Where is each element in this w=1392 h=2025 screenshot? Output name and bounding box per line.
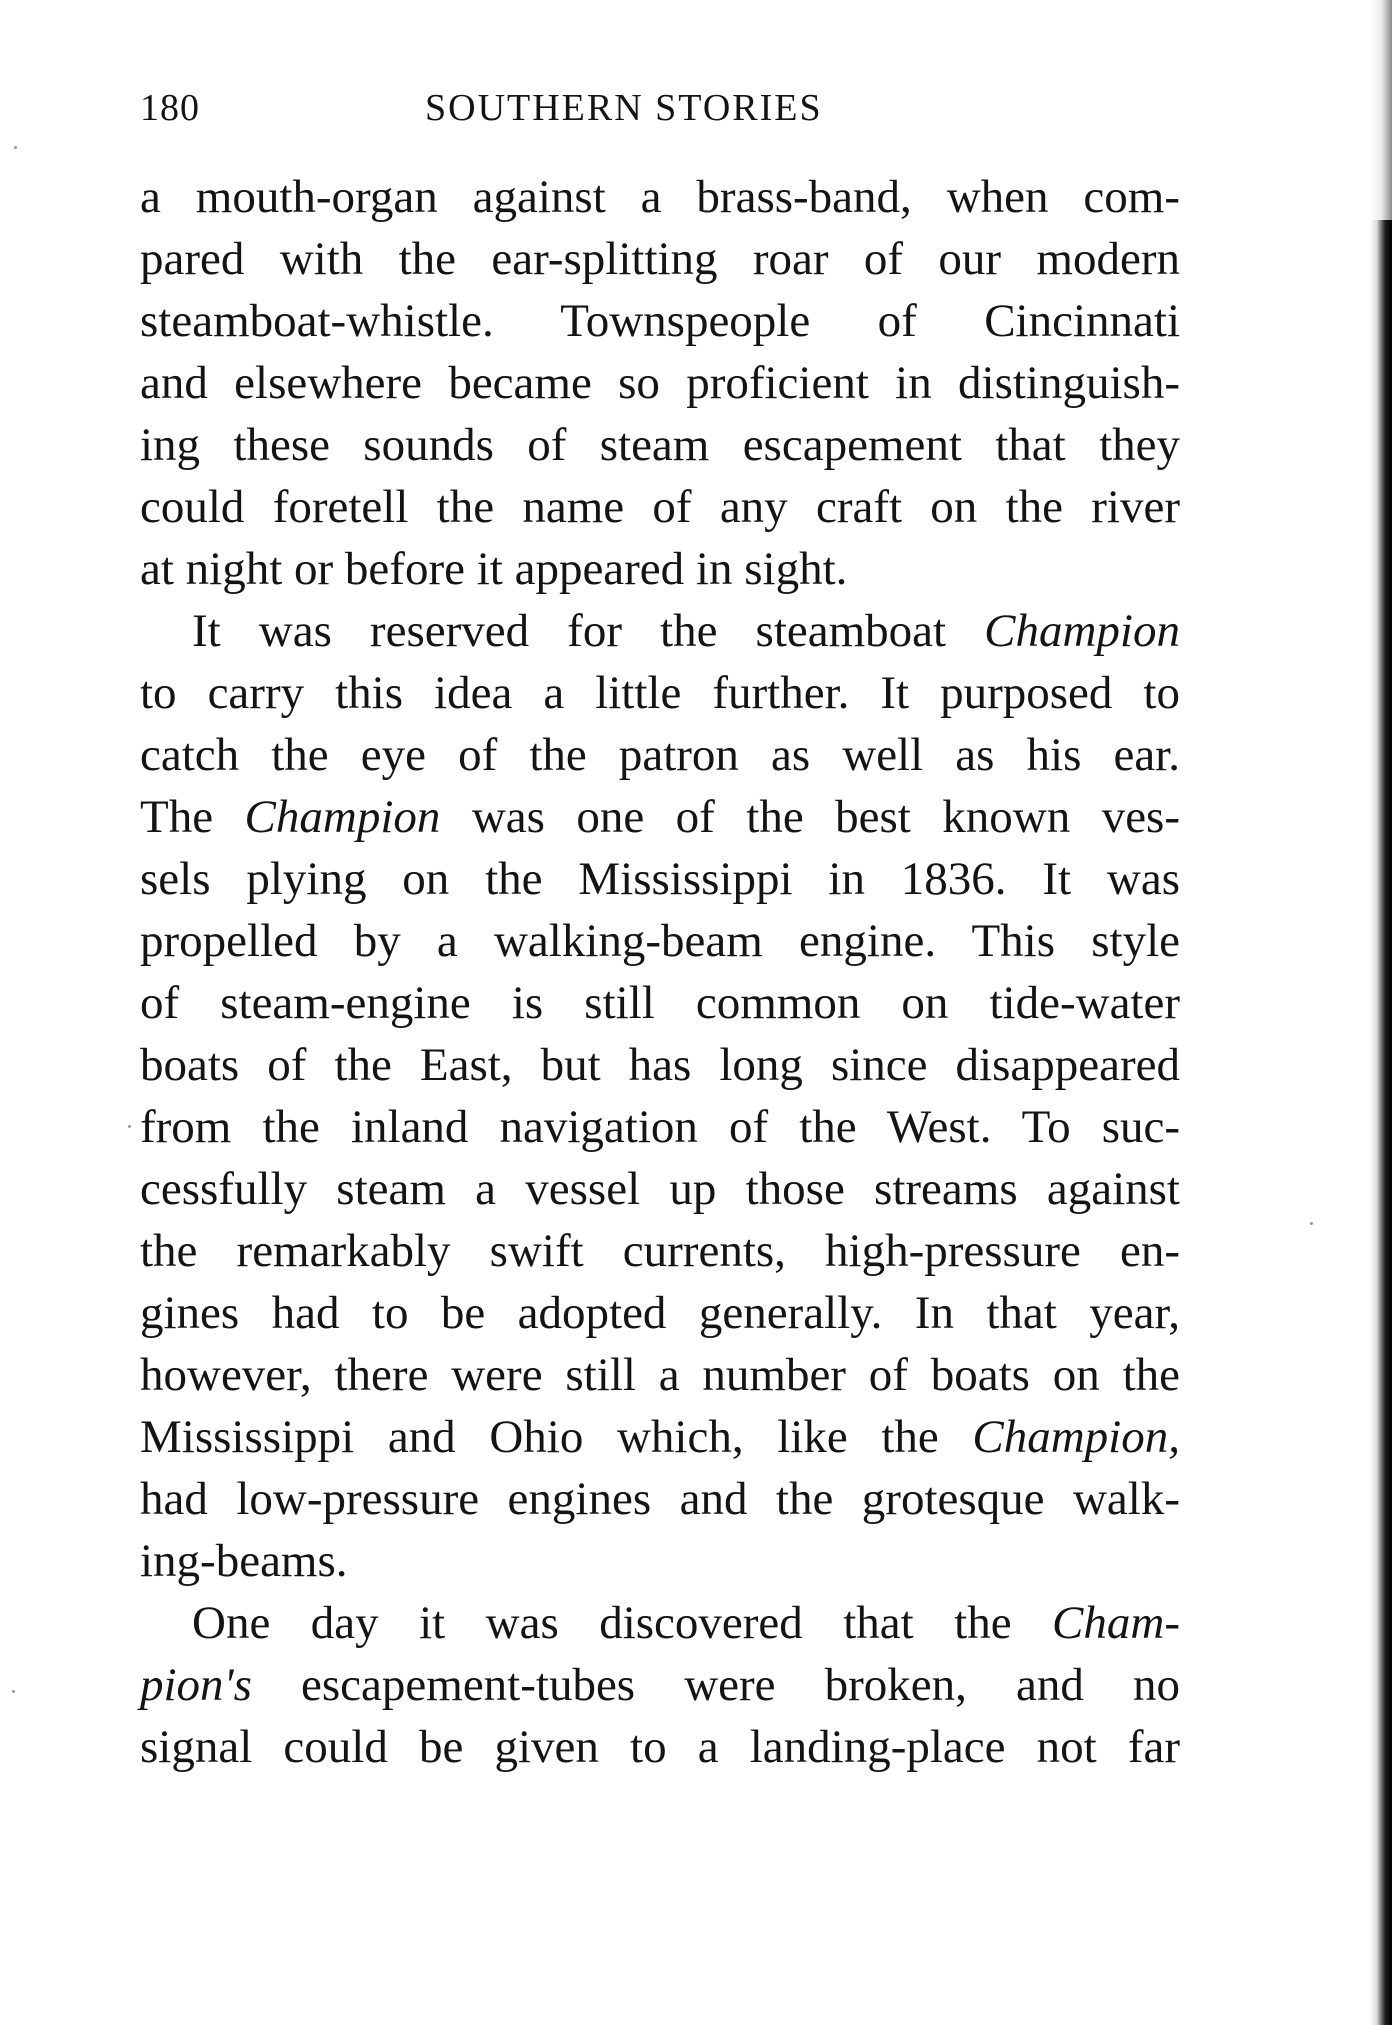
text-line: ing-beams. (140, 1535, 348, 1587)
text-line (140, 1406, 1180, 1468)
text-line (140, 600, 1180, 662)
ship-name-italic: Champion, (972, 1411, 1180, 1463)
text-line: catch the eye of the patron as well as his ear. (140, 729, 1180, 781)
paper-speck (1310, 1222, 1313, 1225)
text-line: sels plying on the Mississippi in 1836. It was (140, 853, 1180, 905)
text-line (140, 786, 1180, 848)
running-head (140, 86, 1180, 136)
text-line (140, 1654, 1180, 1716)
text-line: the remarkably swift currents, high-pressure en- (140, 1225, 1180, 1277)
text-run: One day it was discovered that the (192, 1597, 1053, 1649)
text-line: could foretell the name of any craft on the river (140, 481, 1180, 533)
text-line: from the inland navigation of the West. To suc- (140, 1101, 1180, 1153)
text-line: boats of the East, but has long since disappeared (140, 1039, 1180, 1091)
page-number: 180 (140, 87, 200, 129)
text-line: ing these sounds of steam escapement that they (140, 419, 1180, 471)
text-line: propelled by a walking-beam engine. This style (140, 915, 1180, 967)
text-line: pared with the ear-splitting roar of our modern (140, 233, 1180, 285)
text-run: The (140, 791, 245, 843)
text-line: signal could be given to a landing-place not far (140, 1721, 1180, 1773)
text-line: of steam-engine is still common on tide-water (140, 977, 1180, 1029)
text-run: Mississippi and Ohio which, like the (140, 1411, 973, 1463)
ship-name-italic: Cham- (1052, 1597, 1180, 1649)
ship-name-italic: Champion (984, 605, 1180, 657)
paper-speck (14, 146, 17, 149)
ship-name-italic: Champion (244, 791, 441, 843)
text-line: had low-pressure engines and the grotesque walk- (140, 1473, 1180, 1525)
text-run: escapement-tubes were broken, and no (251, 1659, 1180, 1711)
text-line: however, there were still a number of boats on the (140, 1349, 1180, 1401)
text-line: at night or before it appeared in sight. (140, 543, 848, 595)
body-text (140, 166, 1180, 1778)
book-title: SOUTHERN STORIES (425, 87, 823, 129)
text-line: a mouth-organ against a brass-band, when com- (140, 171, 1180, 223)
text-line: gines had to be adopted generally. In that year, (140, 1287, 1180, 1339)
text-line: and elsewhere became so proficient in distinguish- (140, 357, 1180, 409)
text-line (140, 1592, 1180, 1654)
text-run: It was reserved for the steamboat (192, 605, 985, 657)
binding-edge-top (1370, 0, 1392, 220)
paper-speck (128, 1125, 131, 1128)
paper-speck (12, 1690, 15, 1693)
binding-edge (1370, 0, 1392, 2025)
ship-name-italic: pion's (140, 1659, 252, 1711)
text-line: to carry this idea a little further. It purposed to (140, 667, 1180, 719)
text-line: steamboat-whistle. Townspeople of Cincinnati (140, 295, 1180, 347)
text-run: was one of the best known ves- (440, 791, 1180, 843)
text-line: cessfully steam a vessel up those streams against (140, 1163, 1180, 1215)
